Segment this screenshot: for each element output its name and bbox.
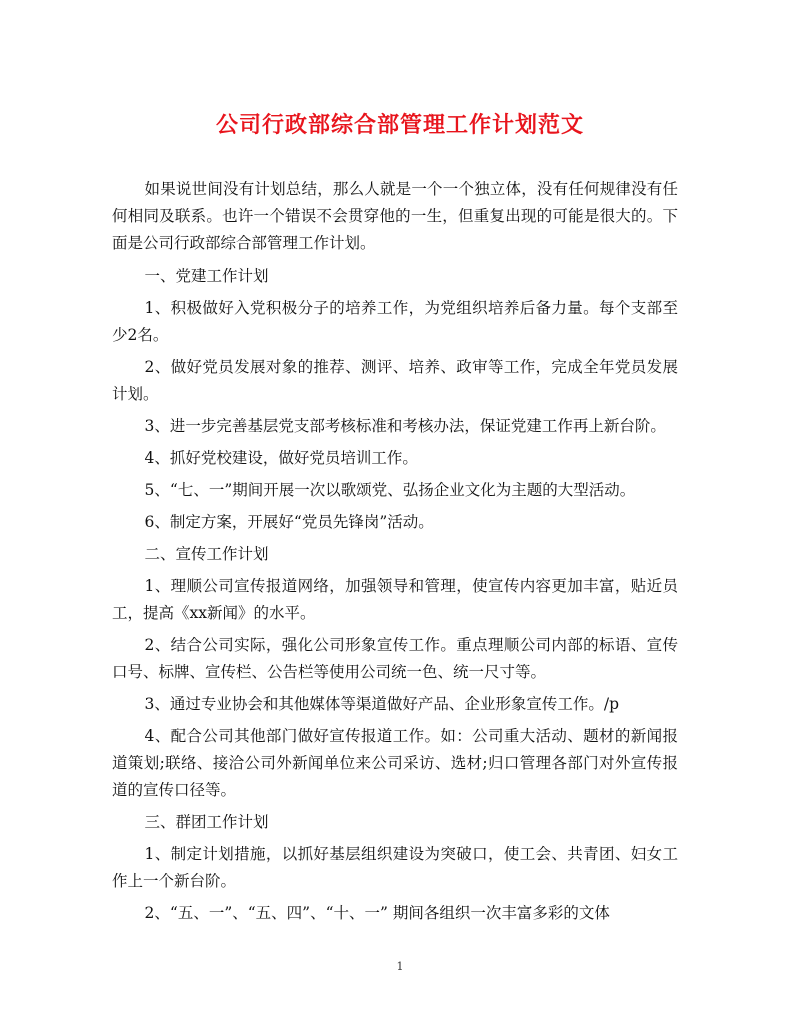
document-title: 公司行政部综合部管理工作计划范文	[215, 112, 584, 138]
mass-orgs-item-1: 1、制定计划措施，以抓好基层组织建设为突破口，使工会、共青团、妇女工作上一个新台阶。	[112, 845, 678, 890]
party-item-1: 1、积极做好入党积极分子的培养工作，为党组织培养后备力量。每个支部至少2名。	[112, 299, 678, 344]
intro-paragraph: 如果说世间没有计划总结，那么人就是一个一个独立体，没有任何规律没有任何相同及联系。也许一个错误不会贯穿他的一生，但重复出现的可能是很大的。下面是公司行政部综合部管理工作计划。	[112, 180, 678, 252]
publicity-item-4: 4、配合公司其他部门做好宣传报道工作。如：公司重大活动、题材的新闻报道策划;联络、接洽公司外新闻单位来公司采访、选材;归口管理各部门对外宣传报道的宣传口径等。	[112, 727, 678, 799]
section-heading-mass-orgs: 三、群团工作计划	[144, 813, 269, 831]
party-item-2: 2、做好党员发展对象的推荐、测评、培养、政审等工作，完成全年党员发展计划。	[112, 358, 678, 403]
party-item-3: 3、进一步完善基层党支部考核标准和考核办法，保证党建工作再上新台阶。	[144, 417, 666, 435]
document-body	[112, 176, 678, 932]
party-item-4: 4、抓好党校建设，做好党员培训工作。	[144, 449, 418, 467]
page-number: 1	[396, 960, 404, 973]
party-item-6: 6、制定方案，开展好“党员先锋岗”活动。	[144, 513, 434, 531]
party-item-5: 5、“七、一”期间开展一次以歌颂党、弘扬企业文化为主题的大型活动。	[144, 481, 636, 499]
publicity-item-2: 2、结合公司实际，强化公司形象宣传工作。重点理顺公司内部的标语、宣传口号、标牌、宣传栏、公告栏等使用公司统一色、统一尺寸等。	[112, 636, 678, 681]
publicity-item-3: 3、通过专业协会和其他媒体等渠道做好产品、企业形象宣传工作。/p	[144, 695, 620, 713]
mass-orgs-item-2: 2、“五、一”、“五、四”、“十、一” 期间各组织一次丰富多彩的文体	[144, 904, 610, 922]
section-heading-party: 一、党建工作计划	[144, 267, 269, 285]
publicity-item-1: 1、理顺公司宣传报道网络，加强领导和管理，使宣传内容更加丰富，贴近员工，提高《xx新闻》的水平。	[112, 577, 678, 622]
section-heading-publicity: 二、宣传工作计划	[144, 545, 269, 563]
